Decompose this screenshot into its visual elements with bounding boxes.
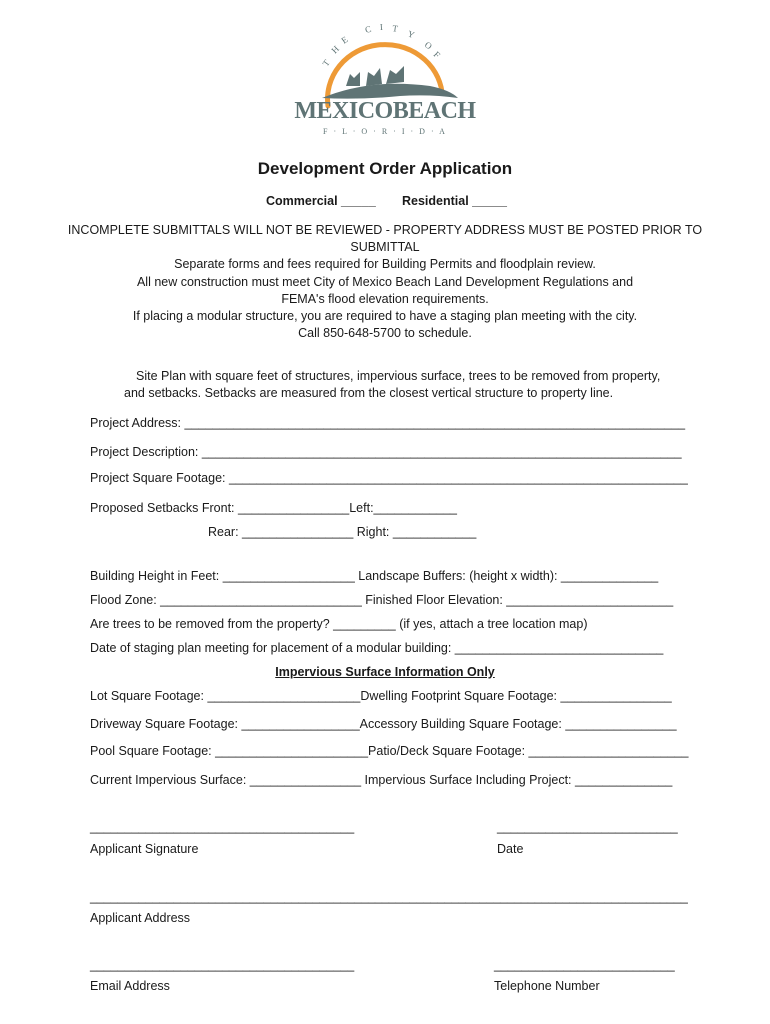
setbacks-front-left-field[interactable]: Proposed Setbacks Front: ________________Left:____________ bbox=[90, 501, 457, 515]
lot-square-footage-field[interactable]: Lot Square Footage: ______________________Dwelling Footprint Square Footage: ________________ bbox=[90, 689, 672, 703]
email-line[interactable]: ______________________________________ bbox=[90, 958, 355, 972]
logo-sea bbox=[322, 84, 458, 99]
logo-arc-letter: O bbox=[422, 39, 434, 52]
notice-line: INCOMPLETE SUBMITTALS WILL NOT BE REVIEWED - PROPERTY ADDRESS MUST BE POSTED PRIOR TO bbox=[67, 223, 703, 237]
pelican-icon bbox=[346, 72, 360, 86]
applicant-address-line[interactable]: ______________________________________________________________________________________ bbox=[90, 890, 688, 904]
notice-line: All new construction must meet City of Mexico Beach Land Development Regulations and bbox=[136, 274, 634, 289]
notice-line: Separate forms and fees required for Building Permits and floodplain review. bbox=[174, 257, 596, 272]
logo-arc-letter: T bbox=[391, 23, 399, 34]
project-address-field[interactable]: Project Address: ________________________________________________________________________ bbox=[90, 416, 686, 430]
date-label: Date bbox=[497, 842, 524, 856]
driveway-square-footage-field[interactable]: Driveway Square Footage: _________________Accessory Building Square Footage: ________________ bbox=[90, 717, 677, 731]
notice-block bbox=[0, 222, 770, 342]
date-line[interactable]: __________________________ bbox=[497, 820, 678, 834]
logo-arc-letter: C bbox=[363, 23, 373, 35]
notice-line: SUBMITTAL bbox=[350, 240, 420, 255]
building-height-field[interactable]: Building Height in Feet: ___________________ Landscape Buffers: (height x width): ______________ bbox=[90, 569, 659, 583]
impervious-heading: Impervious Surface Information Only bbox=[275, 665, 495, 679]
logo-arc-letter: E bbox=[339, 34, 350, 46]
logo-arc-letter: T bbox=[320, 57, 332, 69]
logo-state: F · L · O · R · I · D · A bbox=[323, 127, 447, 136]
setbacks-rear-right-field[interactable]: Rear: ________________ Right: ____________ bbox=[208, 525, 477, 539]
project-square-footage-field[interactable]: Project Square Footage: __________________________________________________________________ bbox=[90, 471, 688, 485]
notice-line: Call 850-648-5700 to schedule. bbox=[298, 326, 472, 341]
signature-line[interactable]: ______________________________________ bbox=[90, 820, 355, 834]
site-plan-note-line: Site Plan with square feet of structures, impervious surface, trees to be removed from property, bbox=[136, 369, 661, 383]
flood-zone-field[interactable]: Flood Zone: _____________________________ Finished Floor Elevation: ________________________ bbox=[90, 593, 674, 607]
telephone-line[interactable]: __________________________ bbox=[494, 958, 675, 972]
residential-option[interactable]: Residential _____ bbox=[402, 194, 507, 208]
pelican-icon bbox=[366, 68, 382, 86]
staging-plan-date-field[interactable]: Date of staging plan meeting for placement of a modular building: ______________________________ bbox=[90, 641, 664, 655]
telephone-label: Telephone Number bbox=[494, 979, 600, 993]
site-plan-note-line: and setbacks. Setbacks are measured from the closest vertical structure to property line. bbox=[124, 386, 614, 400]
logo-arc-letter: H bbox=[329, 43, 342, 56]
current-impervious-field[interactable]: Current Impervious Surface: ________________ Impervious Surface Including Project: ______________ bbox=[90, 773, 673, 787]
logo-arc-letter: I bbox=[379, 21, 384, 32]
commercial-option[interactable]: Commercial _____ bbox=[266, 194, 376, 208]
logo-name: MEXICOBEACH bbox=[294, 98, 476, 124]
signature-label: Applicant Signature bbox=[90, 842, 199, 856]
pool-square-footage-field[interactable]: Pool Square Footage: ______________________Patio/Deck Square Footage: _______________________ bbox=[90, 744, 689, 758]
pelican-icon bbox=[386, 66, 404, 84]
notice-line: FEMA's flood elevation requirements. bbox=[281, 291, 489, 306]
page-title: Development Order Application bbox=[257, 159, 513, 178]
project-description-field[interactable]: Project Description: _____________________________________________________________________ bbox=[90, 445, 682, 459]
logo-arc-letter: F bbox=[431, 49, 443, 60]
applicant-address-label: Applicant Address bbox=[90, 911, 191, 925]
notice-line: If placing a modular structure, you are required to have a staging plan meeting with the city. bbox=[132, 309, 638, 324]
city-logo bbox=[280, 20, 490, 138]
logo-arc-letter: Y bbox=[406, 28, 416, 41]
email-label: Email Address bbox=[90, 979, 170, 993]
trees-removal-field[interactable]: Are trees to be removed from the property? _________ (if yes, attach a tree location map) bbox=[90, 617, 588, 631]
